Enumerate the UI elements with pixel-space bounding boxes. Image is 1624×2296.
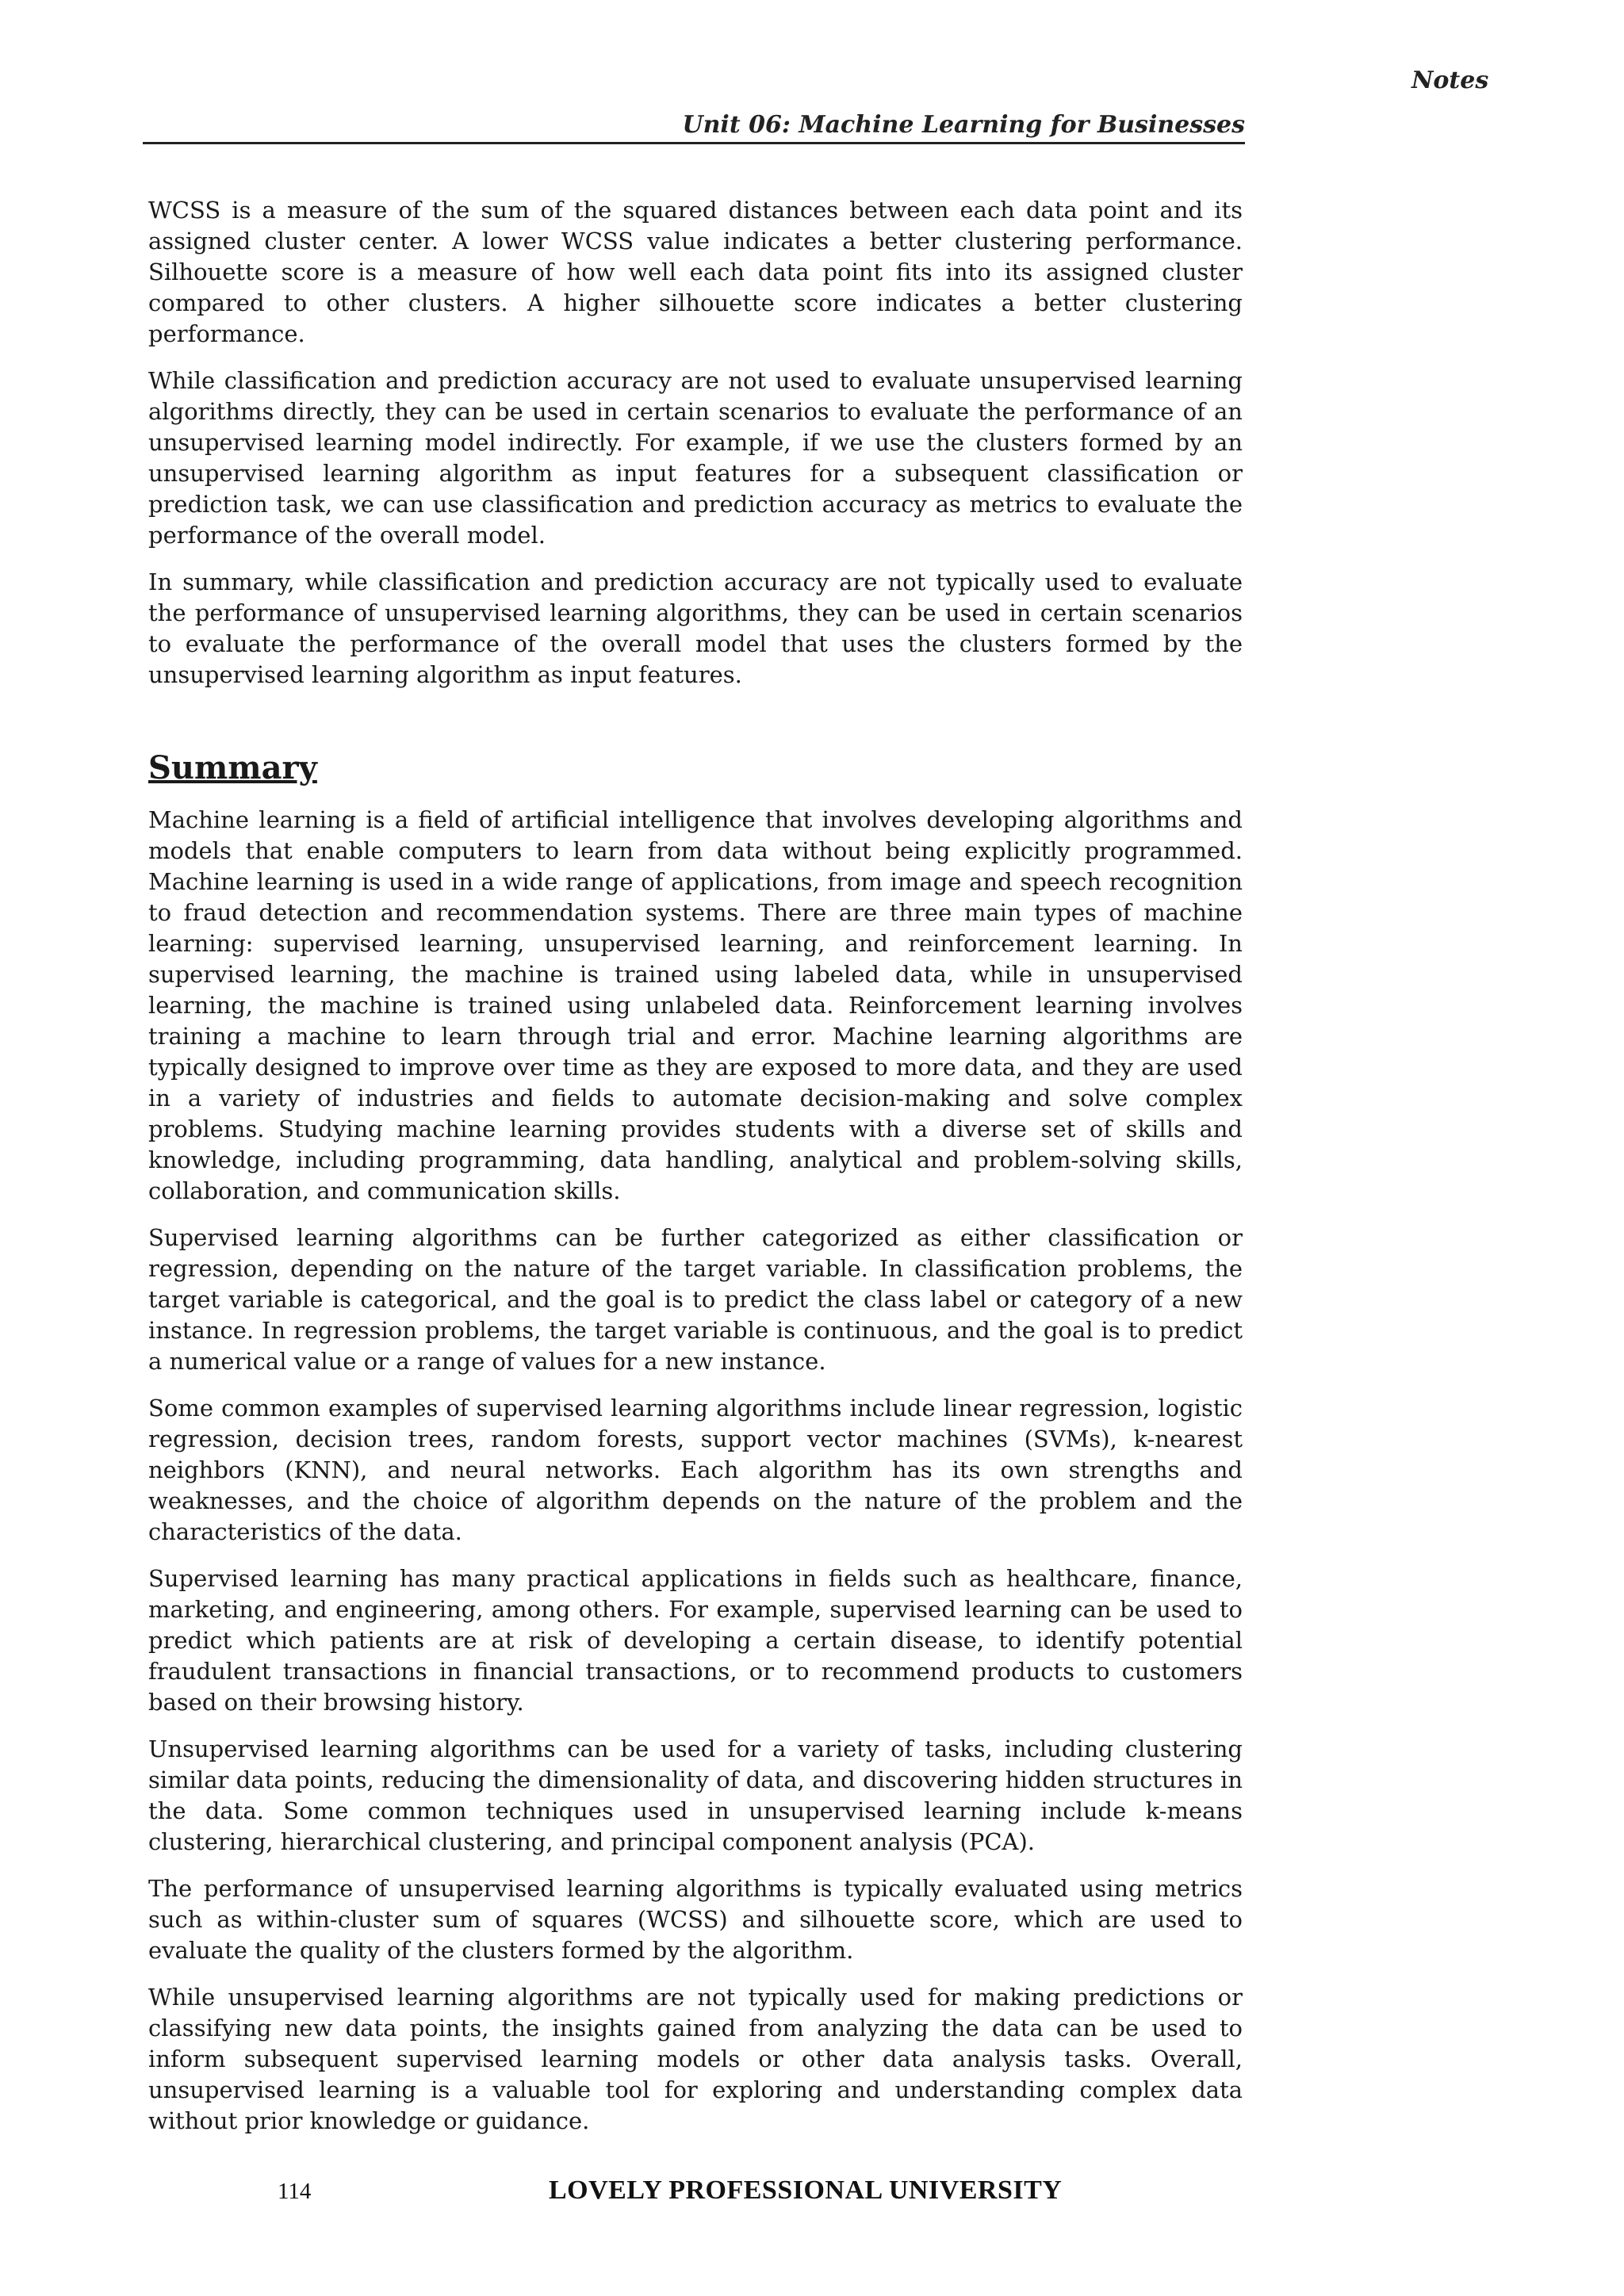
unit-title: Unit 06: Machine Learning for Businesses: [682, 111, 1245, 139]
body-paragraph: In summary, while classification and prediction accuracy are not typically used to evaluate the performance of unsupervised learning algorithms, they can be used in certain scenarios to evaluate the performance of the overall model that uses the clusters formed by the unsupervised learning algorithm as input features.: [148, 568, 1243, 688]
notes-margin-label: Notes: [1411, 67, 1489, 94]
page-content: [148, 195, 1243, 2152]
summary-paragraph: Unsupervised learning algorithms can be used for a variety of tasks, including clustering similar data points, reducing the dimensionality of data, and discovering hidden structures in the data. Some common techniques used in unsupervised learning include k-means clustering, hierarchical clustering, and principal component analysis (PCA).: [148, 1735, 1243, 1855]
summary-paragraph: Supervised learning algorithms can be further categorized as either classification or regression, depending on the nature of the target variable. In classification problems, the target variable is categorical, and the goal is to predict the class label or category of a new instance. In regression problems, the target variable is continuous, and the goal is to predict a numerical value or a range of values for a new instance.: [148, 1224, 1243, 1375]
summary-paragraph: Some common examples of supervised learning algorithms include linear regression, logistic regression, decision trees, random forests, support vector machines (SVMs), k-nearest neighbors (KNN), and neural networks. Each algorithm has its own strengths and weaknesses, and the choice of algorithm depends on the nature of the problem and the characteristics of the data.: [148, 1395, 1243, 1545]
summary-heading: Summary: [148, 749, 317, 786]
footer-university: LOVELY PROFESSIONAL UNIVERSITY: [549, 2175, 1063, 2205]
summary-paragraph: Supervised learning has many practical applications in fields such as healthcare, finance, marketing, and engineering, among others. For example, supervised learning can be used to predict which patients are at risk of developing a certain disease, to identify potential fraudulent transactions in financial transactions, or to recommend products to customers based on their browsing history.: [148, 1565, 1243, 1716]
body-paragraph: While classification and prediction accuracy are not used to evaluate unsupervised learning algorithms directly, they can be used in certain scenarios to evaluate the performance of an unsupervised learning model indirectly. For example, if we use the clusters formed by an unsupervised learning algorithm as input features for a subsequent classification or prediction task, we can use classification and prediction accuracy as metrics to evaluate the performance of the overall model.: [148, 367, 1243, 549]
page-number: 114: [278, 2179, 312, 2204]
running-header: [143, 111, 1245, 144]
summary-paragraph: Machine learning is a field of artificial intelligence that involves developing algorithms and models that enable computers to learn from data without being explicitly programmed. Machine learning is used in a wide range of applications, from image and speech recognition to fraud detection and recommendation systems. There are three main types of machine learning: supervised learning, unsupervised learning, and reinforcement learning. In supervised learning, the machine is trained using labeled data, while in unsupervised learning, the machine is trained using unlabeled data. Reinforcement learning involves training a machine to learn through trial and error. Machine learning algorithms are typically designed to improve over time as they are exposed to more data, and they are used in a variety of industries and fields to automate decision-making and solve complex problems. Studying machine learning provides students with a diverse set of skills and knowledge, including programming, data handling, analytical and problem-solving skills, collaboration, and communication skills.: [148, 806, 1243, 1204]
summary-paragraph: The performance of unsupervised learning algorithms is typically evaluated using metrics such as within-cluster sum of squares (WCSS) and silhouette score, which are used to evaluate the quality of the clusters formed by the algorithm.: [148, 1875, 1243, 1964]
body-paragraph: WCSS is a measure of the sum of the squared distances between each data point and its assigned cluster center. A lower WCSS value indicates a better clustering performance. Silhouette score is a measure of how well each data point fits into its assigned cluster compared to other clusters. A higher silhouette score indicates a better clustering performance.: [148, 197, 1243, 347]
summary-paragraph: While unsupervised learning algorithms are not typically used for making predictions or classifying new data points, the insights gained from analyzing the data can be used to inform subsequent supervised learning models or other data analysis tasks. Overall, unsupervised learning is a valuable tool for exploring and understanding complex data without prior knowledge or guidance.: [148, 1984, 1243, 2134]
